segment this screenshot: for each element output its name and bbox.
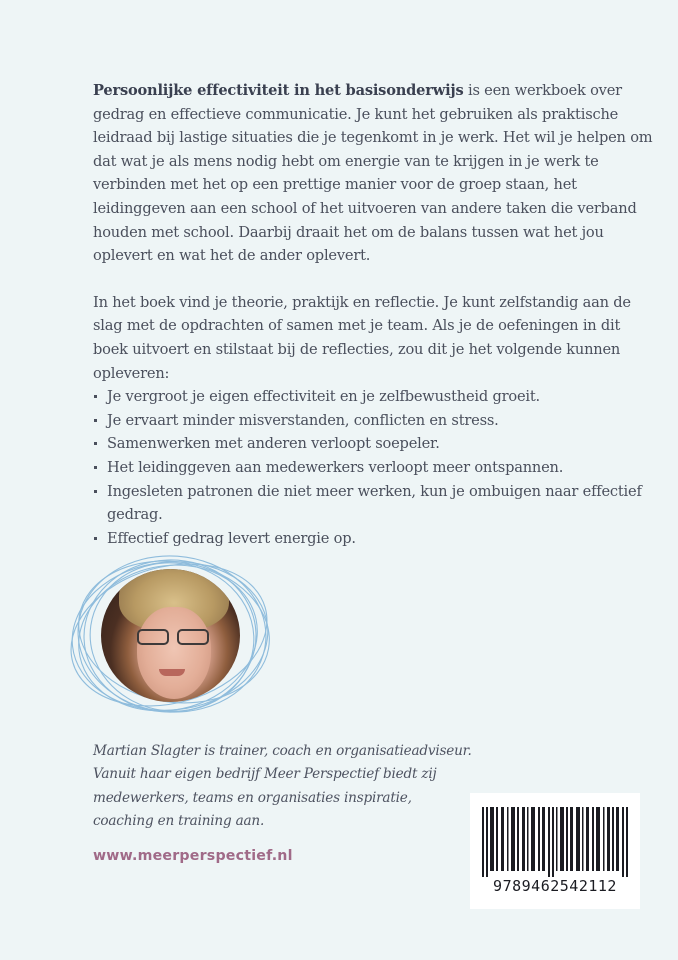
benefit-item: Je ervaart minder misverstanden, conflicten en stress. <box>93 409 653 433</box>
isbn-barcode <box>470 793 640 909</box>
benefits-list <box>93 385 653 550</box>
author-bio-text: Martian Slagter is trainer, coach en organisatieadviseur. Vanuit haar eigen bedrijf Meer Perspectief biedt zij medewerkers, teams en organisaties inspiratie, coaching en training aan. <box>93 743 472 830</box>
benefit-item: Je vergroot je eigen effectiviteit en je zelfbewustheid groeit. <box>93 385 653 409</box>
back-cover-description <box>93 79 653 550</box>
intro-text: is een werkboek over gedrag en effectieve communicatie. Je kunt het gebruiken als praktische leidraad bij lastige situaties die je tegenkomt in je werk. Het wil je helpen om dat wat je als mens nodig hebt om energie van te krijgen in je werk te verbinden met het op een prettige manier voor de groep staan, het leidinggeven aan een school of het uitvoeren van andere taken die verband houden met school. Daarbij draait het om de balans tussen wat het jou oplevert en wat het de ander oplevert. <box>93 82 653 265</box>
benefit-item: Effectief gedrag levert energie op. <box>93 527 653 551</box>
content-paragraph: In het boek vind je theorie, praktijk en reflectie. Je kunt zelfstandig aan de slag met de opdrachten of samen met je team. Als je de oefeningen in dit boek uitvoert en stilstaat bij de reflecties, zou dit je het volgende kunnen opleveren: <box>93 293 631 382</box>
author-photo <box>101 569 240 702</box>
intro-paragraph <box>93 79 653 268</box>
barcode-icon <box>482 807 628 877</box>
website-link[interactable]: www.meerperspectief.nl <box>93 848 293 864</box>
isbn-number: 9789462542112 <box>493 877 617 895</box>
benefit-item: Het leidinggeven aan medewerkers verloopt meer ontspannen. <box>93 456 653 480</box>
book-title: Persoonlijke effectiviteit in het basisonderwijs <box>93 82 464 99</box>
benefit-item: Ingesleten patronen die niet meer werken, kun je ombuigen naar effectief gedrag. <box>93 480 653 527</box>
benefit-item: Samenwerken met anderen verloopt soepeler. <box>93 432 653 456</box>
author-bio <box>93 740 473 834</box>
author-photo-frame <box>66 548 276 718</box>
